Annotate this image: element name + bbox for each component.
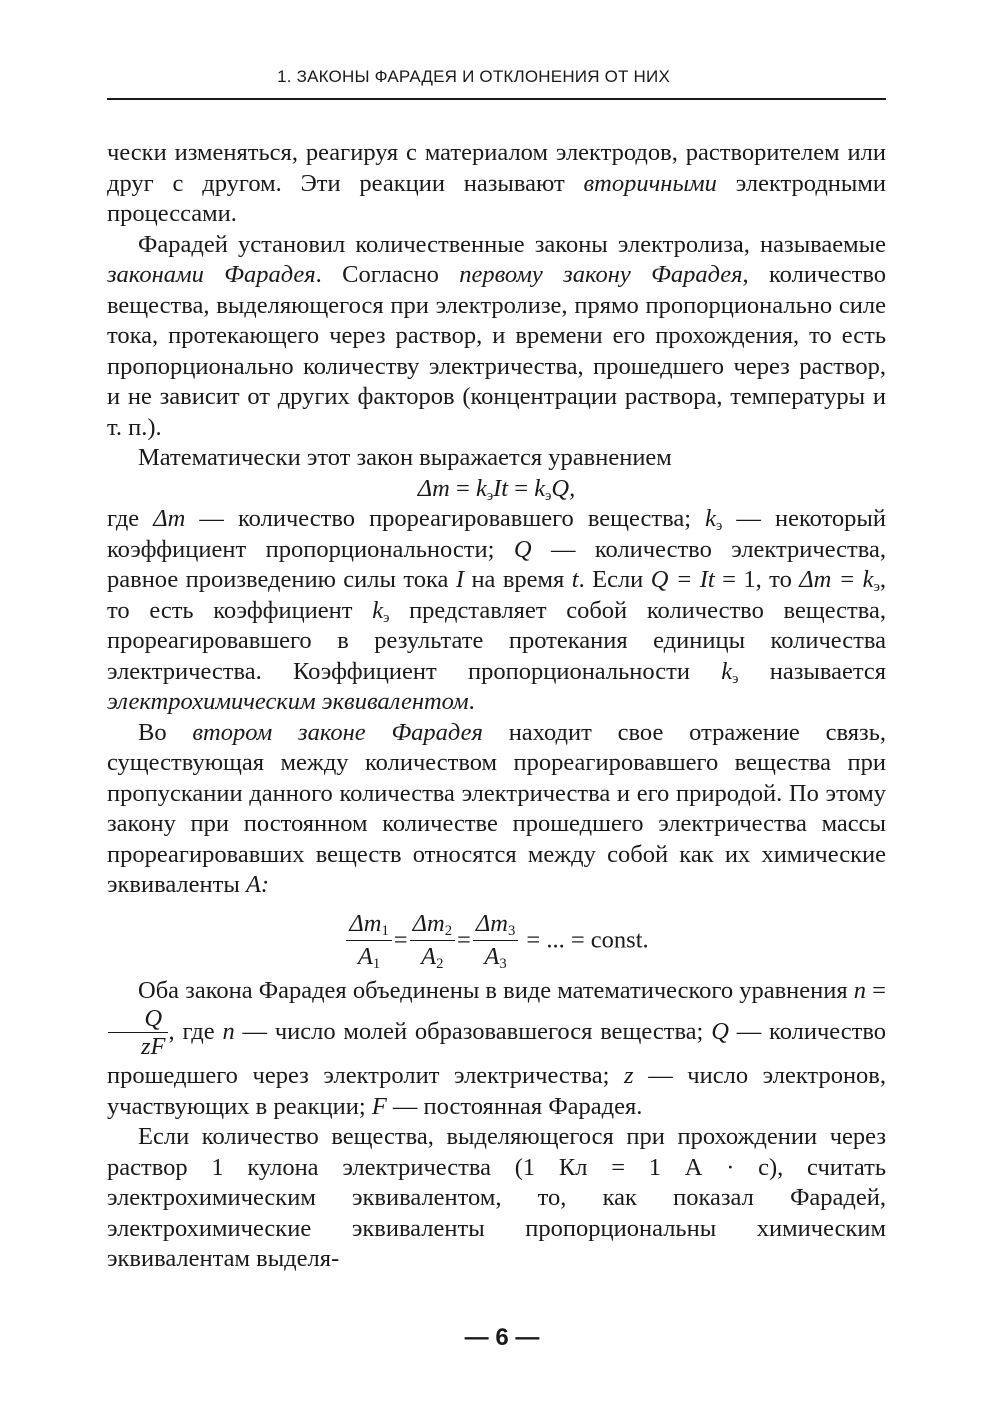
paragraph-6: Оба закона Фарадея объединены в виде математического уравнения n = $\frac{Q}{zF}$ , где n — число молей образовавшегося вещества; Q — количество прошедшего через электролит электричества; z — число электронов, участвующих в реакции; F — постоянная Фарадея.	[107, 976, 886, 1120]
inline-fraction: $\frac{Q}{zF}$	[108, 1006, 168, 1061]
paragraph-1: чески изменяться, реагируя с материалом электродов, растворителем или друг с другом. Эти реакции называют вторичными электродными процессами.	[107, 139, 886, 227]
formula-second-law: $\frac{\Delta m_1}{A_1}$ = $\frac{\Delta m_2}{A_2}$ = $\frac{\Delta m_3}{A_3}$ = ... = const.	[107, 909, 886, 972]
fraction-1: $\frac{\Delta m_1}{A_1}$	[346, 909, 391, 972]
formula-first-law: $\Delta m = k_эIt = k_эQ$,	[417, 474, 576, 504]
fraction-3: $\frac{\Delta m_3}{A_3}$	[473, 909, 518, 972]
running-header	[107, 60, 886, 100]
paragraph-5: Во втором законе Фарадея находит свое отражение связь, существующая между количеством прореагировавшего вещества при пропускании данного количества электричества и его природой. По этому закону при постоянном количестве прошедшего электричества массы прореагировавших веществ относятся между собой как их химические эквиваленты A:	[107, 718, 886, 898]
paragraph-7: Если количество вещества, выделяющегося при прохождении через раствор 1 кулона электричества (1 Кл = 1 А · с), считать электрохимическим эквивалентом, то, как показал Фарадей, электрохимические эквиваленты пропорциональны химическим эквивалентам выделя-	[107, 1123, 886, 1272]
paragraph-3: Математически этот закон выражается уравнением	[138, 444, 672, 471]
fraction-2: $\frac{\Delta m_2}{A_2}$	[410, 909, 455, 972]
paragraph-2: Фарадей установил количественные законы электролиза, называемые законами Фарадея. Согласно первому закону Фарадея, количество вещества, выделяющегося при электролизе, прямо пропорционально силе тока, протекающего через раствор, и времени его прохождения, то есть пропорционально количеству электричества, прошедшего через раствор, и не зависит от других факторов (концентрации раствора, температуры и т. п.).	[107, 230, 886, 441]
page-number: — 6 —	[464, 1324, 540, 1351]
running-header-title: 1. ЗАКОНЫ ФАРАДЕЯ И ОТКЛОНЕНИЯ ОТ НИХ	[277, 67, 670, 86]
paragraph-4: где Δm — количество прореагировавшего вещества; $k_э$ — некоторый коэффициент пропорциональности; Q — количество электричества, равное произведению силы тока I на время t. Если Q = It = 1, то $\Delta m = k_э$, то есть коэффициент $k_э$ представляет собой количество вещества, прореагировавшего в результате протекания единицы количества электричества. Коэффициент пропорциональности $k_э$ называется электрохимическим эквивалентом.	[107, 505, 887, 715]
page-body	[107, 138, 886, 1275]
